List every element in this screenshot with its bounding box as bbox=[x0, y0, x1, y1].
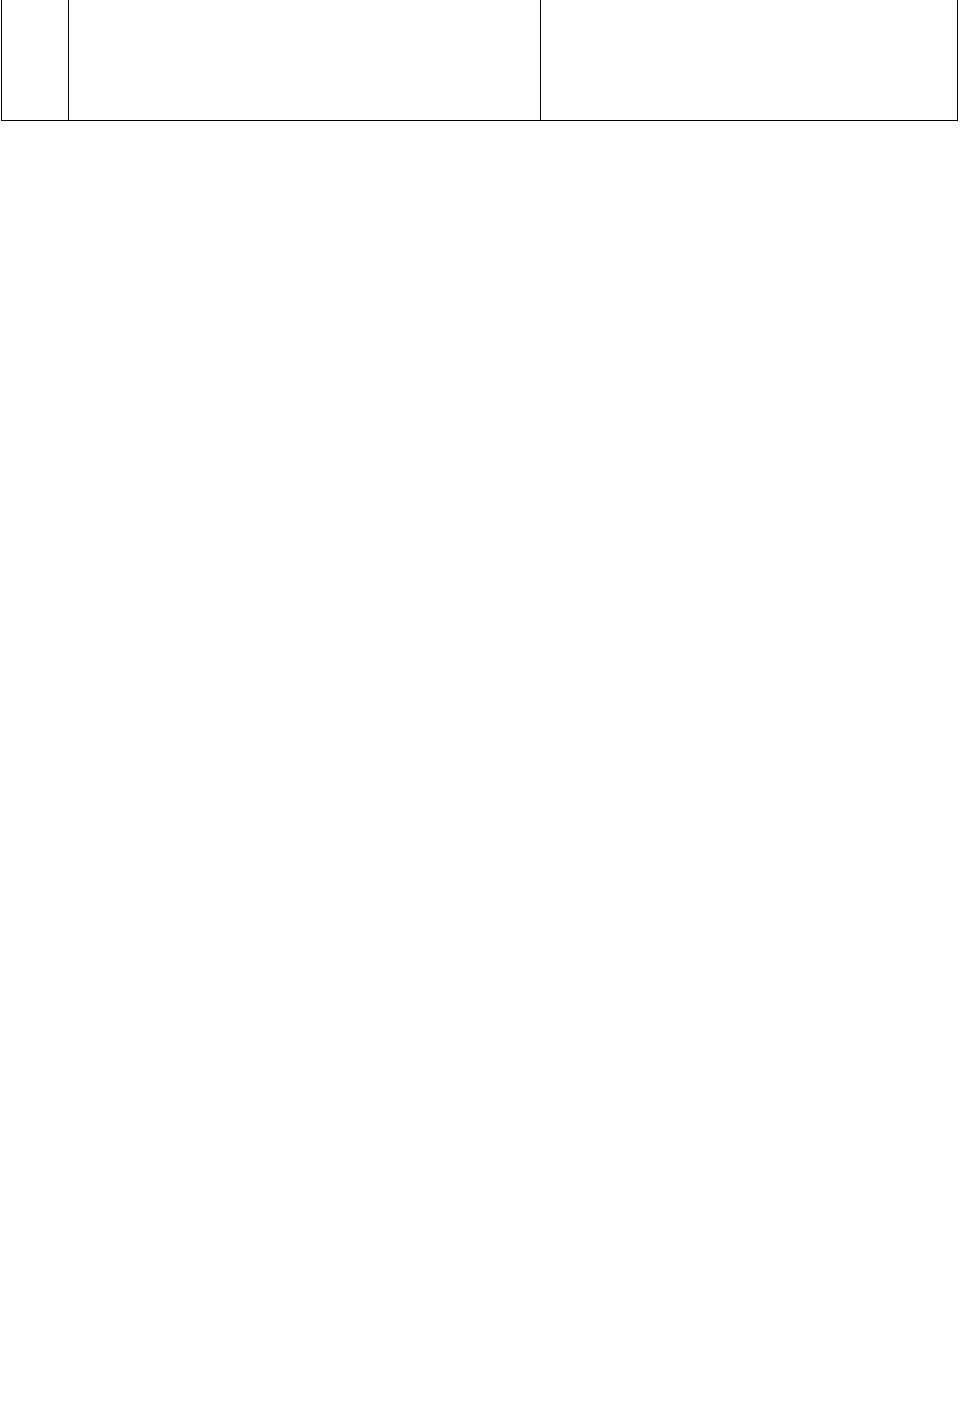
top-table-fragment bbox=[1, 0, 958, 121]
top-cell-cv bbox=[2, 0, 69, 120]
top-cell-meaning bbox=[69, 0, 541, 120]
